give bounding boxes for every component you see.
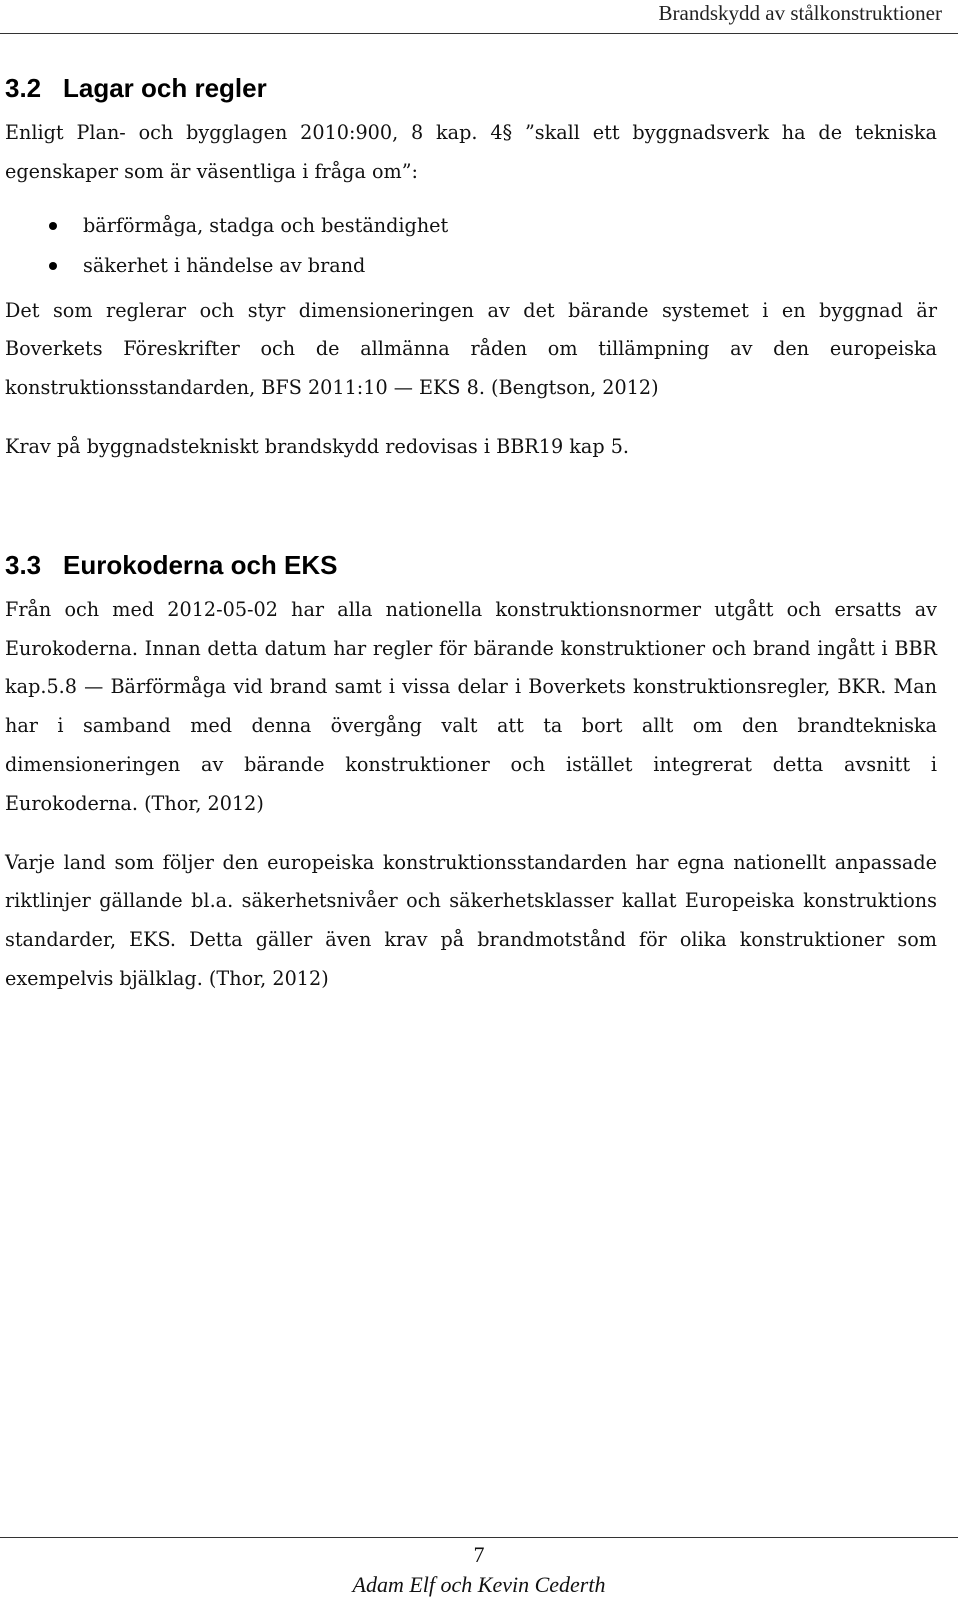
section-heading-3-2 (5, 62, 937, 114)
list-item (5, 246, 937, 286)
spacer (5, 824, 937, 844)
body-paragraph: Det som reglerar och styr dimensioneringen av det bärande systemet i en byggnad är Boverkets Föreskrifter och de allmänna råden om tillämpning av den europeiska konstruktionsstandarden, BFS 2011:10 — EKS 8. (Bengtson, 2012) (5, 298, 937, 400)
body-paragraph: Krav på byggnadstekniskt brandskydd redovisas i BBR19 kap 5. (5, 434, 630, 458)
list-item (5, 206, 937, 246)
spacer (5, 408, 937, 428)
body-paragraph: Varje land som följer den europeiska konstruktionsstandarden har egna nationellt anpassade riktlinjer gällande bl.a. säkerhetsnivåer och säkerhetsklasser kallat Europeiska konstruktions standarder, EKS. Detta gäller även krav på brandmotstånd för olika konstruktioner som exempelvis bjälklag. (Thor, 2012) (5, 850, 937, 990)
intro-paragraph: Enligt Plan- och bygglagen 2010:900, 8 kap. 4§ ”skall ett byggnadsverk ha de tekniska egenskaper som är väsentliga i fråga om”: (5, 121, 937, 183)
list-item-text: säkerhet i händelse av brand (83, 253, 366, 277)
requirements-list (5, 206, 937, 286)
bullet-icon (49, 262, 57, 270)
spacer (5, 467, 937, 539)
page-number: 7 (473, 1542, 485, 1567)
running-header-title: Brandskydd av stålkonstruktioner (658, 1, 942, 25)
section-title: Lagar och regler (63, 73, 267, 103)
bullet-icon (49, 222, 57, 230)
footer-authors: Adam Elf och Kevin Cederth (352, 1572, 606, 1597)
section-heading-3-3 (5, 539, 937, 591)
section-title: Eurokoderna och EKS (63, 549, 338, 580)
page-body (5, 62, 937, 999)
section-number: 3.2 (5, 73, 42, 103)
body-paragraph: Från och med 2012-05-02 har alla nationella konstruktionsnormer utgått och ersatts av Eurokoderna. Innan detta datum har regler för bärande konstruktioner och brand ingått i BBR kap.5.8 — Bärförmåga vid brand samt i vissa delar i Boverkets konstruktionsregler, BKR. Man har i samband med denna övergång valt att ta bort allt om den brandtekniska dimensioneringen av bärande konstruktioner och istället integrerat detta avsnitt i Eurokoderna. (Thor, 2012) (5, 597, 937, 815)
list-item-text: bärförmåga, stadga och beständighet (83, 213, 449, 237)
section-number: 3.3 (5, 549, 42, 580)
header-divider (0, 33, 958, 34)
footer-divider (0, 1537, 958, 1538)
